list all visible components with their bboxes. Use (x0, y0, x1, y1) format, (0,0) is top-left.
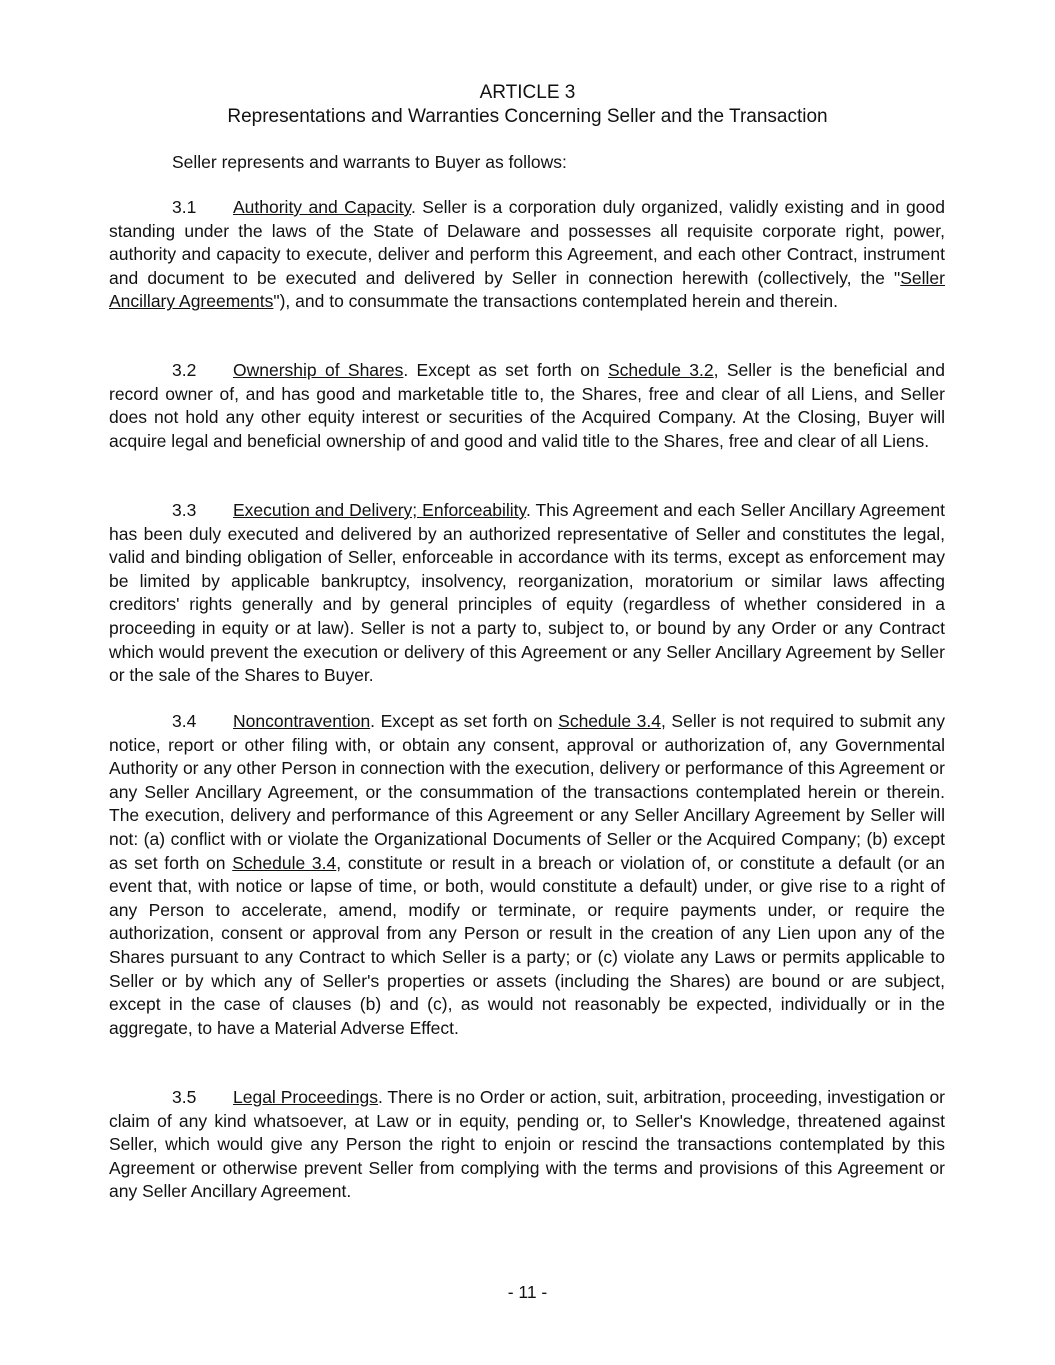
section-number: 3.1 (172, 197, 197, 217)
section-heading: Noncontravention (233, 711, 371, 731)
page-number: - 11 - (507, 1282, 548, 1302)
section-number: 3.2 (172, 360, 197, 380)
section-3-4 (109, 710, 945, 1040)
schedule-reference: Schedule 3.4 (232, 852, 337, 873)
article-title: ARTICLE 3 (479, 82, 576, 103)
defined-term: Seller Ancillary Agreements (109, 267, 945, 312)
section-3-2 (109, 359, 945, 453)
section-heading: Execution and Delivery; Enforceability (233, 500, 526, 520)
section-text: . Except as set forth on (403, 360, 608, 380)
section-text: , Seller is not required to submit any notice, report or other filing with, or obtain any consent, approval or authorization of, any Governmental Authority or any other Person in connection with the execution, delivery or performance of this Agreement or any Seller Ancillary Agreement, or the consummation of the transactions contemplated herein or therein. The execution, delivery and performance of this Agreement or any Seller Ancillary Agreement by Seller will not: (a) conflict with or violate the Organizational Documents of Seller or the Acquired Company; (b) except as set forth on (109, 711, 945, 873)
section-heading: Ownership of Shares (233, 360, 404, 380)
section-text: . Seller is a corporation duly organized, validly existing and in good standing under the laws of the State of Delaware and possesses all requisite corporate right, power, authority and capacity to execute, deliver and perform this Agreement, and each other Contract, instrument and document to be executed and delivered by Seller in connection herewith (collectively, the " (109, 197, 945, 288)
section-text: . Except as set forth on (370, 711, 559, 731)
section-text: , Seller is the beneficial and record owner of, and has good and marketable title to, the Shares, free and clear of all Liens, and Seller does not hold any other equity interest or securities of the Acquired Company. At the Closing, Buyer will acquire legal and beneficial ownership of and good and valid title to the Shares, free and clear of all Liens. (109, 360, 945, 451)
section-number: 3.5 (172, 1087, 197, 1107)
section-heading: Authority and Capacity (233, 197, 411, 217)
intro-sentence: Seller represents and warrants to Buyer as follows: (172, 152, 567, 172)
section-text: . There is no Order or action, suit, arbitration, proceeding, investigation or claim of any kind whatsoever, at Law or in equity, pending or, to Seller's Knowledge, threatened against Seller, which would give any Person the right to enjoin or rescind the transactions contemplated by this Agreement or otherwise prevent Seller from complying with the terms and provisions of this Agreement or any Seller Ancillary Agreement. (109, 1087, 946, 1202)
schedule-reference: Schedule 3.4 (558, 711, 662, 731)
section-number: 3.3 (172, 500, 197, 520)
section-3-5 (109, 1086, 945, 1204)
section-3-3 (109, 499, 945, 688)
section-number: 3.4 (172, 711, 197, 731)
section-3-1 (109, 196, 945, 314)
section-text: , constitute or result in a breach or violation of, or constitute a default (or an event that, with notice or lapse of time, or both, would constitute a default) under, or give rise to a right of any Person to accelerate, amend, modify or terminate, or require payments under, or require the authorization, consent or approval from any Person or result in the creation of any Lien upon any of the Shares pursuant to any Contract to which Seller is a party; or (c) violate any Laws or permits applicable to Seller or by which any of Seller's properties or assets (including the Shares) are bound or are subject, except in the case of clauses (b) and (c), as would not reasonably be expected, individually or in the aggregate, to have a Material Adverse Effect. (109, 852, 945, 1038)
section-text: . This Agreement and each Seller Ancillary Agreement has been duly executed and delivered by an authorized representative of Seller and constitutes the legal, valid and binding obligation of Seller, enforceable in accordance with its terms, except as enforcement may be limited by applicable bankruptcy, insolvency, reorganization, moratorium or similar laws affecting creditors' rights generally and by general principles of equity (regardless of whether considered in a proceeding in equity or at law). Seller is not a party to, subject to, or bound by any Order or any Contract which would prevent the execution or delivery of this Agreement or any Seller Ancillary Agreement by Seller or the sale of the Shares to Buyer. (109, 500, 945, 686)
section-text: "), and to consummate the transactions contemplated herein and therein. (273, 291, 838, 312)
section-heading: Legal Proceedings (233, 1087, 378, 1107)
article-subtitle: Representations and Warranties Concerning Seller and the Transaction (227, 106, 828, 127)
schedule-reference: Schedule 3.2 (608, 360, 714, 380)
